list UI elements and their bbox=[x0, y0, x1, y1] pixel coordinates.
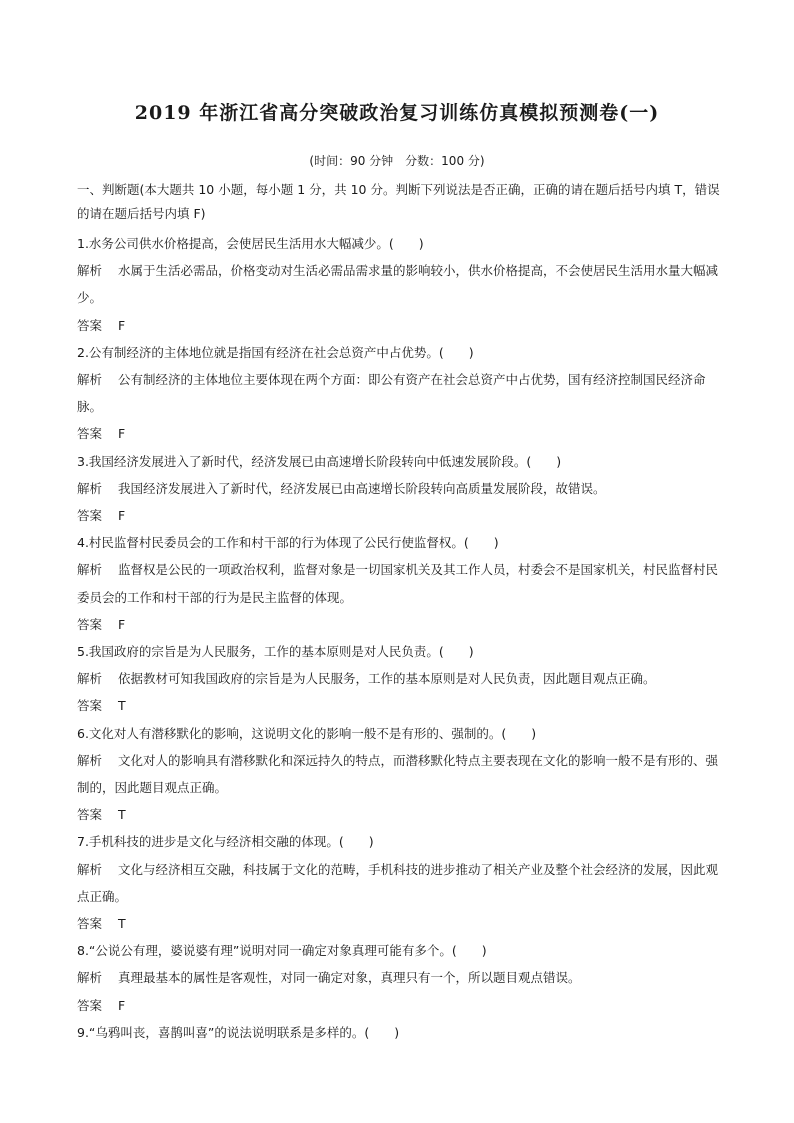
exam-info: (时间：90 分钟 分数：100 分) bbox=[309, 154, 485, 168]
analysis-text: 文化与经济相互交融，科技属于文化的范畴，手机科技的进步推动了相关产业及整个社会经济的发展，因此观点正确。 bbox=[77, 861, 719, 904]
answer-label: 答案 bbox=[77, 508, 103, 524]
question-text: 9.“乌鸦叫丧，喜鹊叫喜”的说法说明联系是多样的。( ) bbox=[77, 1024, 400, 1040]
answer-label: 答案 bbox=[77, 916, 103, 932]
answer-line bbox=[77, 692, 727, 719]
question-text: 5.我国政府的宗旨是为人民服务，工作的基本原则是对人民负责。( ) bbox=[77, 644, 474, 660]
question-item bbox=[77, 638, 727, 720]
answer-label: 答案 bbox=[77, 616, 103, 632]
question-text: 3.我国经济发展进入了新时代，经济发展已由高速增长阶段转向中低速发展阶段。( ) bbox=[77, 453, 562, 469]
analysis-label: 解析 bbox=[77, 970, 103, 986]
analysis-label: 解析 bbox=[77, 861, 103, 877]
analysis-paragraph bbox=[77, 556, 727, 610]
analysis-label: 解析 bbox=[77, 480, 103, 496]
answer-value: F bbox=[118, 508, 126, 524]
answer-line bbox=[77, 502, 727, 529]
question-item bbox=[77, 1019, 727, 1046]
analysis-text: 公有制经济的主体地位主要体现在两个方面：即公有资产在社会总资产中占优势，国有经济控制国民经济命脉。 bbox=[77, 372, 706, 415]
analysis-label: 解析 bbox=[77, 263, 103, 279]
question-text: 7.手机科技的进步是文化与经济相交融的体现。( ) bbox=[77, 834, 374, 850]
answer-value: T bbox=[118, 807, 126, 823]
question-item bbox=[77, 937, 727, 1019]
answer-line bbox=[77, 611, 727, 638]
answer-line bbox=[77, 312, 727, 339]
question-item bbox=[77, 448, 727, 530]
answer-line bbox=[77, 420, 727, 447]
analysis-paragraph bbox=[77, 856, 727, 910]
analysis-text: 依据教材可知我国政府的宗旨是为人民服务，工作的基本原则是对人民负责，因此题目观点正确。 bbox=[118, 671, 656, 687]
questions-section bbox=[77, 178, 727, 1046]
question-text: 6.文化对人有潜移默化的影响，这说明文化的影响一般不是有形的、强制的。( ) bbox=[77, 725, 537, 741]
answer-label: 答案 bbox=[77, 698, 103, 714]
answer-value: F bbox=[118, 426, 126, 442]
answer-value: T bbox=[118, 916, 126, 932]
analysis-label: 解析 bbox=[77, 372, 103, 388]
question-item bbox=[77, 720, 727, 829]
answer-label: 答案 bbox=[77, 426, 103, 442]
question-text: 2.公有制经济的主体地位就是指国有经济在社会总资产中占优势。( ) bbox=[77, 344, 474, 360]
analysis-paragraph bbox=[77, 475, 727, 502]
analysis-paragraph bbox=[77, 665, 727, 692]
analysis-text: 水属于生活必需品，价格变动对生活必需品需求量的影响较小，供水价格提高，不会使居民生活用水量大幅减少。 bbox=[77, 263, 719, 306]
section-instruction: 一、判断题(本大题共 10 小题，每小题 1 分，共 10 分。判断下列说法是否正确，正确的请在题后括号内填 T，错误的请在题后括号内填 F) bbox=[77, 182, 720, 221]
answer-label: 答案 bbox=[77, 807, 103, 823]
document-title: 2019 年浙江省高分突破政治复习训练仿真模拟预测卷(一) bbox=[134, 102, 660, 124]
analysis-label: 解析 bbox=[77, 752, 103, 768]
answer-label: 答案 bbox=[77, 317, 103, 333]
answer-line bbox=[77, 801, 727, 828]
analysis-text: 真理最基本的属性是客观性，对同一确定对象，真理只有一个，所以题目观点错误。 bbox=[118, 970, 581, 986]
question-list bbox=[77, 230, 727, 1046]
answer-line bbox=[77, 910, 727, 937]
analysis-label: 解析 bbox=[77, 671, 103, 687]
analysis-text: 文化对人的影响具有潜移默化和深远持久的特点，而潜移默化特点主要表现在文化的影响一般不是有形的、强制的，因此题目观点正确。 bbox=[77, 752, 719, 796]
analysis-text: 我国经济发展进入了新时代，经济发展已由高速增长阶段转向高质量发展阶段，故错误。 bbox=[118, 480, 606, 496]
question-item bbox=[77, 339, 727, 448]
answer-value: F bbox=[118, 997, 126, 1013]
answer-line bbox=[77, 992, 727, 1019]
answer-value: T bbox=[118, 698, 126, 714]
answer-value: F bbox=[118, 616, 126, 632]
analysis-paragraph bbox=[77, 257, 727, 311]
analysis-paragraph bbox=[77, 964, 727, 991]
question-text: 1.水务公司供水价格提高，会使居民生活用水大幅减少。( ) bbox=[77, 236, 424, 251]
question-text: 4.村民监督村民委员会的工作和村干部的行为体现了公民行使监督权。( ) bbox=[77, 535, 499, 551]
question-item bbox=[77, 529, 727, 638]
analysis-label: 解析 bbox=[77, 562, 103, 578]
analysis-paragraph bbox=[77, 747, 727, 801]
analysis-paragraph bbox=[77, 366, 727, 420]
question-item bbox=[77, 828, 727, 937]
answer-label: 答案 bbox=[77, 997, 103, 1013]
answer-value: F bbox=[118, 317, 126, 333]
question-text: 8.“公说公有理，婆说婆有理”说明对同一确定对象真理可能有多个。( ) bbox=[77, 943, 487, 959]
analysis-text: 监督权是公民的一项政治权利，监督对象是一切国家机关及其工作人员，村委会不是国家机关，村民监督村民委员会的工作和村干部的行为是民主监督的体现。 bbox=[77, 562, 719, 605]
question-item bbox=[77, 230, 727, 339]
